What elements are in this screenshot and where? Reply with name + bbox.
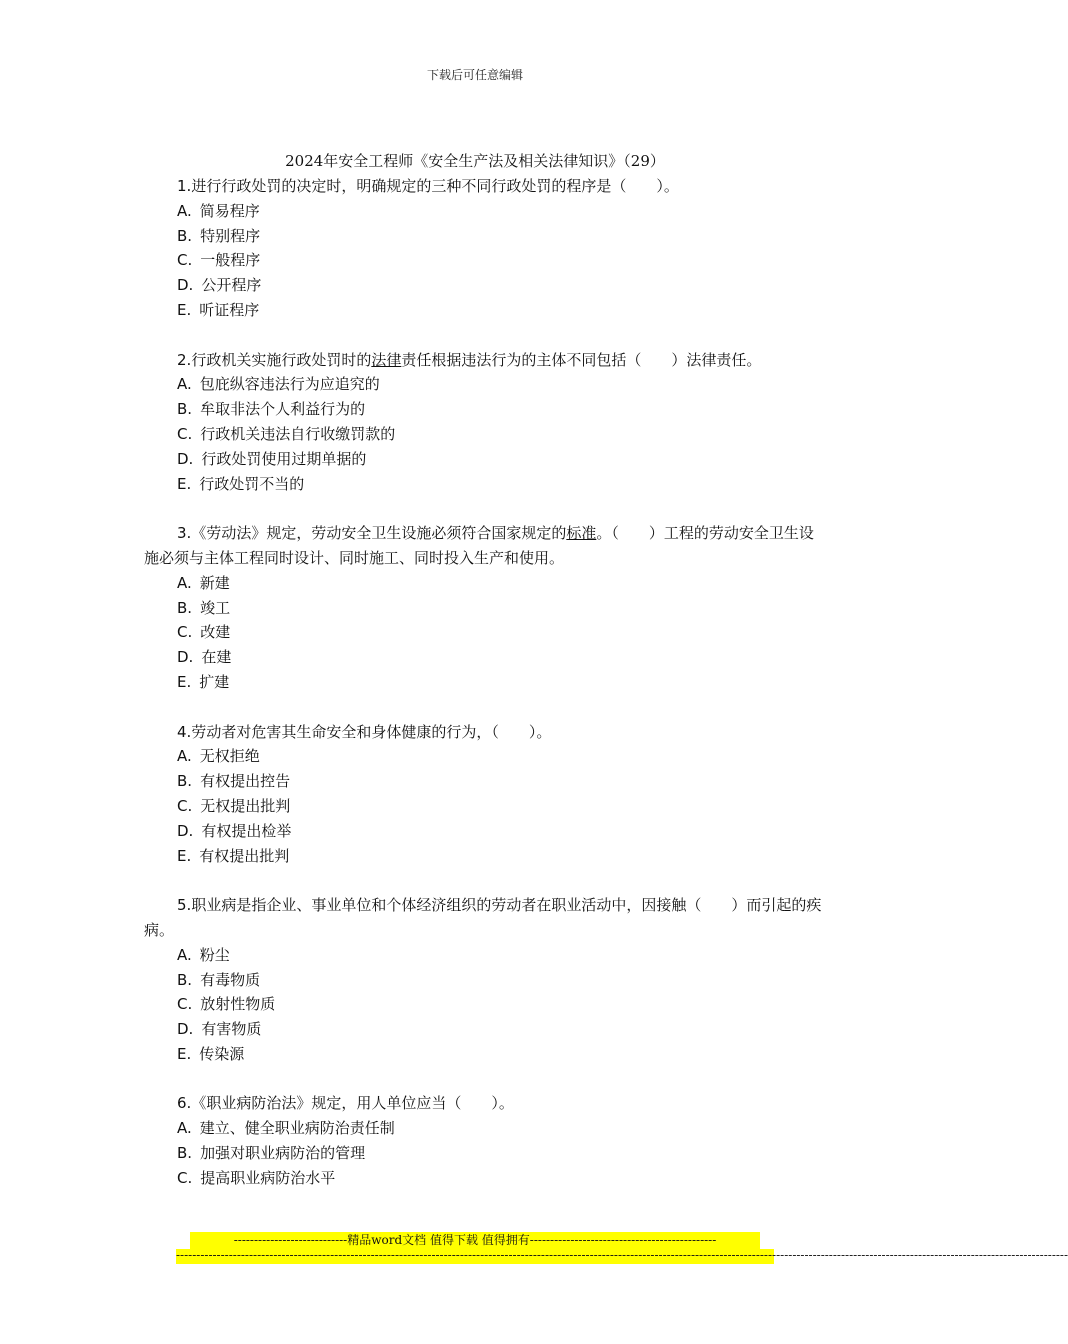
option-a	[177, 372, 824, 397]
option-text: 竣工	[200, 598, 231, 617]
header-note: 下载后可任意编辑	[426, 68, 523, 82]
option-letter: C.	[177, 424, 193, 443]
option-letter: B.	[177, 598, 193, 617]
option-c	[177, 248, 824, 273]
option-letter: C.	[177, 251, 193, 270]
option-text: 放射性物质	[200, 995, 276, 1014]
option-letter: A.	[177, 573, 192, 592]
option-e	[177, 298, 824, 323]
option-c	[177, 992, 824, 1017]
option-text: 在建	[201, 648, 232, 667]
option-text: 一般程序	[200, 251, 261, 270]
option-letter: E.	[177, 474, 192, 493]
question-stem	[144, 521, 824, 571]
question-number: 5.	[177, 896, 192, 915]
option-letter: B.	[177, 400, 193, 419]
option-text: 传染源	[199, 1044, 245, 1063]
option-letter: D.	[177, 276, 194, 295]
question-2	[144, 348, 824, 497]
question-list	[144, 174, 824, 1191]
option-letter: B.	[177, 1144, 193, 1163]
option-text: 牟取非法个人利益行为的	[200, 400, 366, 419]
question-5	[144, 893, 824, 1067]
option-text: 无权拒绝	[199, 747, 260, 766]
option-text: 包庇纵容违法行为应追究的	[199, 375, 380, 394]
question-number: 4.	[177, 722, 192, 741]
question-text: 。（ ）工程的劳动安全卫生设施必须与主体工程同时设计、同时施工、同时投入生产和使用。	[144, 524, 814, 567]
option-letter: A.	[177, 375, 192, 394]
option-a	[177, 571, 824, 596]
option-text: 有毒物质	[200, 970, 261, 989]
option-e	[177, 1042, 824, 1067]
option-c	[177, 422, 824, 447]
option-letter: C.	[177, 995, 193, 1014]
option-letter: E.	[177, 672, 192, 691]
option-letter: A.	[177, 945, 192, 964]
option-letter: E.	[177, 846, 192, 865]
option-text: 行政处罚不当的	[199, 474, 305, 493]
option-text: 改建	[200, 623, 231, 642]
footer-dash-line: ----------------------------------------------------------------------------------------------------------------------------------------------------------------------------------------------------------------------------	[176, 1248, 1068, 1262]
option-text: 有权提出检举	[201, 821, 292, 840]
option-letter: A.	[177, 201, 192, 220]
question-text: 责任根据违法行为的主体不同包括（ ）法律责任。	[401, 350, 762, 369]
option-text: 粉尘	[199, 945, 230, 964]
question-4	[144, 720, 824, 869]
option-c	[177, 620, 824, 645]
question-number: 3.	[177, 524, 192, 543]
question-stem	[144, 174, 824, 199]
option-letter: B.	[177, 970, 193, 989]
underlined-term: 标准	[566, 524, 597, 543]
option-text: 有害物质	[201, 1020, 262, 1039]
option-a	[177, 744, 824, 769]
option-text: 有权提出批判	[199, 846, 290, 865]
option-e	[177, 670, 824, 695]
option-d	[177, 645, 824, 670]
question-1	[144, 174, 824, 323]
option-text: 听证程序	[199, 300, 260, 319]
option-text: 扩建	[199, 672, 230, 691]
option-c	[177, 794, 824, 819]
question-stem	[144, 893, 824, 943]
option-b	[177, 596, 824, 621]
option-a	[177, 199, 824, 224]
option-d	[177, 447, 824, 472]
option-b	[177, 769, 824, 794]
option-d	[177, 819, 824, 844]
option-text: 新建	[199, 573, 230, 592]
option-letter: C.	[177, 1168, 193, 1187]
question-6	[144, 1091, 824, 1190]
option-e	[177, 844, 824, 869]
option-letter: C.	[177, 796, 193, 815]
question-number: 1.	[177, 177, 192, 195]
question-text: 职业病是指企业、事业单位和个体经济组织的劳动者在职业活动中，因接触（ ）而引起的疾病。	[144, 896, 822, 939]
question-number: 6.	[177, 1094, 192, 1113]
option-text: 特别程序	[200, 226, 261, 245]
option-text: 加强对职业病防治的管理	[200, 1144, 366, 1163]
option-letter: C.	[177, 623, 193, 642]
option-letter: D.	[177, 648, 194, 667]
option-letter: D.	[177, 821, 194, 840]
document-title: 2024年安全工程师《安全生产法及相关法律知识》（29）	[285, 152, 665, 170]
option-letter: E.	[177, 300, 192, 319]
option-letter: B.	[177, 226, 193, 245]
question-3	[144, 521, 824, 695]
option-text: 提高职业病防治水平	[200, 1168, 336, 1187]
question-text: 《劳动法》规定，劳动安全卫生设施必须符合国家规定的	[191, 524, 567, 543]
option-letter: A.	[177, 1119, 192, 1138]
option-letter: D.	[177, 1020, 194, 1039]
question-text: 进行行政处罚的决定时，明确规定的三种不同行政处罚的程序是（ ）。	[191, 177, 679, 195]
option-b	[177, 1141, 824, 1166]
question-text: 《职业病防治法》规定，用人单位应当（ ）。	[191, 1094, 514, 1113]
question-text: 行政机关实施行政处罚时的	[191, 350, 372, 369]
option-a	[177, 1116, 824, 1141]
option-text: 简易程序	[199, 201, 260, 220]
option-e	[177, 472, 824, 497]
option-text: 有权提出控告	[200, 772, 291, 791]
option-letter: A.	[177, 747, 192, 766]
option-text: 公开程序	[201, 276, 262, 295]
option-b	[177, 224, 824, 249]
question-stem	[144, 348, 824, 373]
option-text: 行政机关违法自行收缴罚款的	[200, 424, 396, 443]
option-a	[177, 943, 824, 968]
option-text: 行政处罚使用过期单据的	[201, 449, 367, 468]
option-letter: B.	[177, 772, 193, 791]
option-letter: E.	[177, 1044, 192, 1063]
question-stem	[144, 720, 824, 745]
option-b	[177, 968, 824, 993]
option-letter: D.	[177, 449, 194, 468]
option-d	[177, 1017, 824, 1042]
option-text: 建立、健全职业病防治责任制	[199, 1119, 395, 1138]
option-d	[177, 273, 824, 298]
footer-banner: ----------------------------精品word文档 值得下载 值得拥有----------------------------------------------	[190, 1232, 760, 1249]
option-b	[177, 397, 824, 422]
question-text: 劳动者对危害其生命安全和身体健康的行为，（ ）。	[191, 722, 552, 741]
option-c	[177, 1166, 824, 1191]
option-text: 无权提出批判	[200, 796, 291, 815]
question-stem	[144, 1091, 824, 1116]
underlined-term: 法律	[371, 350, 402, 369]
question-number: 2.	[177, 350, 192, 369]
